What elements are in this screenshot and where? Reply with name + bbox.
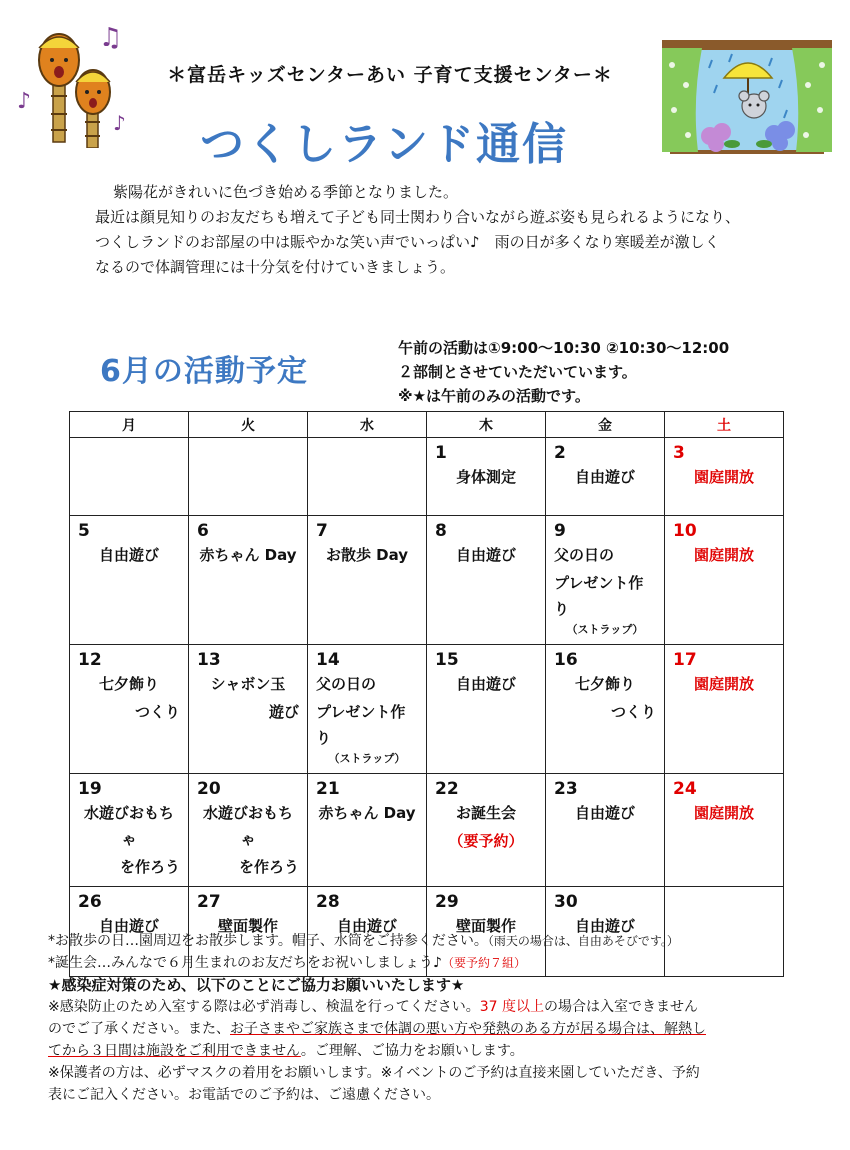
calendar-day-cell: [308, 516, 427, 645]
intro-line: 最近は顔見知りのお友だちも増えて子ども同士関わり合いながら遊ぶ姿も見られるようになり、: [95, 208, 741, 226]
day-number: 5: [78, 521, 90, 541]
activity-label: 園庭開放: [693, 468, 754, 486]
day-number: 14: [316, 650, 340, 670]
calendar-day-cell: [546, 516, 665, 645]
reservation-required-label: （要予約）: [448, 832, 524, 850]
activity-label: 自由遊び: [574, 917, 635, 935]
activity-label: プレゼント作り: [554, 574, 644, 618]
day-number: 2: [554, 443, 566, 463]
activity-label: つくり: [610, 703, 656, 721]
calendar-week-row: [70, 438, 784, 516]
activity-label: 七夕飾り: [98, 675, 159, 693]
calendar-day-cell: [308, 645, 427, 774]
calendar-day-cell: [546, 438, 665, 516]
calendar-day-cell: [546, 774, 665, 887]
covid-temperature: 37 度以上: [479, 999, 544, 1015]
activity-subnote: （ストラップ）: [566, 623, 644, 636]
schedule-info-line: 午前の活動は①9:00～10:30 ②10:30～12:00: [398, 339, 730, 357]
calendar-day-cell-saturday: [665, 516, 784, 645]
weekday-header: 月: [70, 412, 189, 438]
svg-text:♫: ♫: [99, 23, 123, 53]
covid-text: のでご了承ください。また、: [48, 1021, 230, 1037]
day-number: 30: [554, 892, 578, 912]
activity-label: 遊び: [268, 703, 299, 721]
weekday-header: 金: [546, 412, 665, 438]
activity-label: 園庭開放: [693, 804, 754, 822]
activity-label: 自由遊び: [98, 917, 159, 935]
activity-label: 壁面製作: [217, 917, 278, 935]
covid-text: 。ご理解、ご協力をお願いします。: [300, 1043, 524, 1059]
covid-underlined-text: てから３日間は施設をご利用できません: [48, 1043, 301, 1059]
day-number: 21: [316, 779, 340, 799]
day-number: 29: [435, 892, 459, 912]
calendar-day-cell: [70, 516, 189, 645]
day-number: 15: [435, 650, 459, 670]
activity-label: 自由遊び: [574, 804, 635, 822]
covid-text: の場合は入室できません: [544, 999, 698, 1015]
svg-text:♪: ♪: [113, 111, 126, 135]
walk-note: [48, 930, 808, 952]
day-number: 24: [673, 779, 697, 799]
singing-tsukushi-illustration: [15, 18, 130, 148]
activity-label: 身体測定: [455, 468, 516, 486]
covid-underlined-text: お子さまやご家族さまで体調の悪い方や発熱のある方が居る場合は、解熱し: [230, 1021, 706, 1037]
day-number: 7: [316, 521, 328, 541]
calendar-day-cell: [70, 645, 189, 774]
reservation-note: 表にご記入ください。お電話でのご予約は、ご遠慮ください。: [48, 1087, 440, 1103]
activity-label: お誕生会: [455, 804, 516, 822]
day-number: 28: [316, 892, 340, 912]
calendar-day-cell: [189, 645, 308, 774]
activity-label: 赤ちゃん Day: [199, 546, 297, 564]
calendar-day-cell: [308, 438, 427, 516]
walk-note-text: *お散歩の日…園周辺をお散歩します。帽子、水筒をご持参ください。: [48, 933, 488, 949]
schedule-info: [398, 336, 818, 408]
activity-label: 水遊びおもちゃ: [202, 804, 293, 848]
birthday-note-text: *誕生会…みんなで６月生まれのお友だちをお祝いしましょう♪: [48, 955, 442, 971]
calendar-week-row: [70, 645, 784, 774]
birthday-note-reservation: （要予約７組）: [441, 956, 526, 970]
weekday-header-row: [70, 412, 784, 438]
calendar-day-cell: [308, 774, 427, 887]
intro-text: [95, 180, 795, 280]
rainy-window-illustration: [662, 40, 832, 160]
day-number: 26: [78, 892, 102, 912]
schedule-info-line: ２部制とさせていただいています。: [398, 363, 637, 381]
notes-section: [48, 930, 808, 1106]
weekday-header: 火: [189, 412, 308, 438]
covid-text: ※感染防止のため入室する際は必ず消毒し、検温を行ってください。: [48, 999, 480, 1015]
calendar-day-cell: [70, 438, 189, 516]
day-number: 3: [673, 443, 685, 463]
intro-line: 紫陽花がきれいに色づき始める季節となりました。: [113, 183, 459, 201]
covid-note: [48, 1018, 808, 1040]
activity-subnote: （ストラップ）: [328, 752, 406, 765]
intro-line: なるので体調管理には十分気を付けていきましょう。: [95, 258, 456, 276]
schedule-title: 6月の活動予定: [100, 354, 308, 389]
covid-note: [48, 996, 808, 1018]
day-number: 9: [554, 521, 566, 541]
svg-text:♪: ♪: [17, 89, 32, 114]
calendar-day-cell: [427, 516, 546, 645]
calendar-day-cell-saturday: [665, 645, 784, 774]
day-number: 1: [435, 443, 447, 463]
activity-label: 自由遊び: [455, 546, 516, 564]
activity-label: つくり: [134, 703, 180, 721]
organization-name: ＊富岳キッズセンターあい 子育て支援センター＊: [167, 64, 613, 86]
activity-label: を作ろう: [119, 858, 180, 876]
day-number: 20: [197, 779, 221, 799]
newsletter-title: つくしランド通信: [200, 119, 568, 170]
calendar-day-cell: [189, 438, 308, 516]
calendar-week-row: [70, 516, 784, 645]
calendar-day-cell: [546, 645, 665, 774]
weekday-header: 木: [427, 412, 546, 438]
activity-label: シャボン玉: [210, 675, 286, 693]
calendar-table: [69, 411, 784, 977]
calendar-day-cell: [427, 774, 546, 887]
day-number: 12: [78, 650, 102, 670]
activity-label: 自由遊び: [98, 546, 159, 564]
covid-note: [48, 1040, 808, 1062]
covid-title: ★感染症対策のため、以下のことにご協力お願いいたします★: [48, 976, 465, 994]
day-number: 13: [197, 650, 221, 670]
calendar-day-cell: [189, 516, 308, 645]
activity-label: 園庭開放: [693, 675, 754, 693]
calendar-day-cell-saturday: [665, 438, 784, 516]
activity-label: 自由遊び: [574, 468, 635, 486]
day-number: 10: [673, 521, 697, 541]
activity-label: 壁面製作: [455, 917, 516, 935]
calendar-day-cell: [427, 438, 546, 516]
day-number: 8: [435, 521, 447, 541]
intro-line: つくしランドのお部屋の中は賑やかな笑い声でいっぱい♪ 雨の日が多くなり寒暖差が激しく: [95, 233, 720, 251]
activity-label: 赤ちゃん Day: [318, 804, 416, 822]
activity-label: 自由遊び: [455, 675, 516, 693]
activity-label: 園庭開放: [693, 546, 754, 564]
day-number: 23: [554, 779, 578, 799]
activity-label: 父の日の: [554, 546, 615, 564]
activity-label: 七夕飾り: [574, 675, 635, 693]
activity-label: 父の日の: [316, 675, 377, 693]
calendar-week-row: [70, 774, 784, 887]
activity-label: 自由遊び: [336, 917, 397, 935]
day-number: 16: [554, 650, 578, 670]
day-number: 22: [435, 779, 459, 799]
birthday-note: [48, 952, 808, 974]
calendar-day-cell: [70, 774, 189, 887]
schedule-info-line: ※★は午前のみの活動です。: [398, 387, 590, 405]
day-number: 6: [197, 521, 209, 541]
weekday-header-saturday: 土: [665, 412, 784, 438]
activity-label: プレゼント作り: [316, 703, 406, 747]
calendar-day-cell: [427, 645, 546, 774]
activity-label: 水遊びおもちゃ: [83, 804, 174, 848]
activity-label: を作ろう: [238, 858, 299, 876]
calendar-day-cell: [189, 774, 308, 887]
mask-note: ※保護者の方は、必ずマスクの着用をお願いします。※イベントのご予約は直接来園していただき、予約: [48, 1065, 700, 1081]
calendar-day-cell-saturday: [665, 774, 784, 887]
walk-note-rain: （雨天の場合は、自由あそびです。）: [487, 934, 679, 948]
day-number: 17: [673, 650, 697, 670]
weekday-header: 水: [308, 412, 427, 438]
day-number: 27: [197, 892, 221, 912]
day-number: 19: [78, 779, 102, 799]
activity-label: お散歩 Day: [325, 546, 409, 564]
